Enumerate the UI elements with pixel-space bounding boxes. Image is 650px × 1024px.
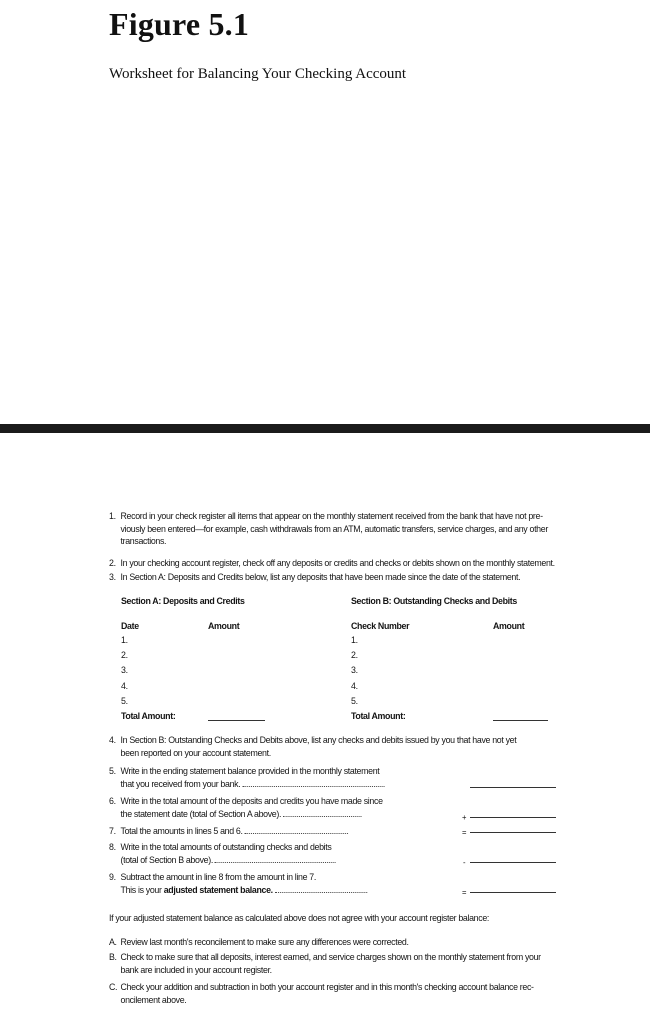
plus-sign: +	[462, 813, 467, 822]
leader-dots	[283, 808, 362, 817]
step-text: Write in the total amounts of outstanding checks and debits	[120, 842, 332, 852]
step-text	[121, 808, 455, 821]
remedy-a	[109, 936, 560, 949]
section-b-row[interactable]: 1.	[351, 635, 358, 645]
section-a-amount-header: Amount	[208, 621, 240, 631]
adjusted-balance-emphasis: adjusted statement balance.	[163, 884, 273, 895]
remedy-text: Review last month's reconcilement to make sure any differences were corrected.	[120, 937, 409, 947]
section-a-total-blank[interactable]	[208, 720, 265, 721]
step-6	[109, 795, 455, 820]
instruction-number: 2.	[109, 558, 116, 568]
section-b-amount-header: Amount	[493, 621, 525, 631]
step-number: 4.	[109, 735, 116, 745]
step-4	[109, 734, 541, 759]
section-a-row[interactable]: 3.	[121, 665, 128, 675]
step-text	[121, 884, 455, 897]
step-number: 8.	[109, 842, 116, 852]
section-b-row[interactable]: 5.	[351, 696, 358, 706]
remedy-text: Check your addition and subtraction in both your account register and in this month's checking account balance rec- oncilement above.	[120, 982, 534, 1005]
instruction-2	[109, 557, 560, 570]
remedy-c	[109, 981, 546, 1006]
section-a-row[interactable]: 2.	[121, 650, 128, 660]
section-b-title: Section B: Outstanding Checks and Debits	[351, 596, 517, 606]
leader-dots	[245, 825, 349, 834]
step-number: 7.	[109, 826, 116, 836]
step-7	[109, 825, 455, 838]
step-8-blank[interactable]	[470, 862, 556, 863]
remedy-b	[109, 951, 546, 976]
leader-dots	[242, 778, 384, 787]
section-b-total-label: Total Amount:	[351, 711, 406, 721]
step-9-blank[interactable]	[470, 892, 556, 893]
section-a-row[interactable]: 4.	[121, 681, 128, 691]
section-b-check-header: Check Number	[351, 621, 410, 631]
instruction-text: Record in your check register all items that appear on the monthly statement received from the bank that have not pre- viously been entered—for example, cash withdrawals from an ATM, automatic transfers, service charges, and any other transactions.	[120, 511, 548, 546]
remedy-letter: A.	[109, 937, 117, 947]
section-a-row[interactable]: 1.	[121, 635, 128, 645]
step-6-blank[interactable]	[470, 817, 556, 818]
section-a-date-header: Date	[121, 621, 139, 631]
section-a-title: Section A: Deposits and Credits	[121, 596, 245, 606]
section-a-total-label: Total Amount:	[121, 711, 176, 721]
section-a-row[interactable]: 5.	[121, 696, 128, 706]
step-text: been reported on your account statement.	[120, 747, 271, 758]
minus-sign: -	[463, 858, 466, 867]
instruction-number: 3.	[109, 572, 116, 582]
remedy-letter: B.	[109, 952, 117, 962]
step-text-part: This is your	[120, 884, 162, 895]
instruction-3	[109, 571, 560, 584]
section-b-total-blank[interactable]	[493, 720, 548, 721]
step-text-part: that you received from your bank.	[120, 778, 241, 789]
equals-sign: =	[462, 888, 467, 897]
instruction-number: 1.	[109, 511, 116, 521]
equals-sign: =	[462, 828, 467, 837]
instruction-1	[109, 510, 560, 548]
step-number: 6.	[109, 796, 116, 806]
section-b-row[interactable]: 4.	[351, 681, 358, 691]
instruction-text: In your checking account register, check off any deposits or credits and checks or debits shown on the monthly statement.	[120, 558, 555, 568]
remedy-letter: C.	[109, 982, 118, 992]
step-text-part: (total of Section B above).	[120, 854, 213, 865]
step-text	[121, 825, 455, 838]
mismatch-intro: If your adjusted statement balance as calculated above does not agree with your account register balance:	[109, 913, 490, 923]
page-divider	[0, 424, 650, 433]
step-text-part: Total the amounts in lines 5 and 6.	[120, 826, 243, 836]
step-9	[109, 871, 455, 896]
leader-dots	[215, 854, 336, 863]
section-b-row[interactable]: 2.	[351, 650, 358, 660]
step-number: 9.	[109, 872, 116, 882]
step-8	[109, 841, 455, 866]
step-text-part: the statement date (total of Section A above).	[120, 808, 282, 819]
step-5-blank[interactable]	[470, 787, 556, 788]
step-text: Write in the total amount of the deposits and credits you have made since	[120, 796, 383, 806]
step-number: 5.	[109, 766, 116, 776]
figure-title: Figure 5.1	[109, 6, 250, 42]
remedy-text: Check to make sure that all deposits, interest earned, and service charges shown on the monthly statement from your bank are included in your account register.	[120, 952, 541, 975]
step-text	[121, 854, 455, 867]
step-text: In Section B: Outstanding Checks and Debits above, list any checks and debits issued by you that have not yet	[120, 735, 517, 745]
instruction-text: In Section A: Deposits and Credits below, list any deposits that have been made since the date of the statement.	[120, 572, 521, 582]
section-b-row[interactable]: 3.	[351, 665, 358, 675]
step-7-blank[interactable]	[470, 832, 556, 833]
step-5	[109, 765, 455, 790]
step-text: Write in the ending statement balance provided in the monthly statement	[120, 766, 380, 776]
leader-dots	[275, 884, 367, 893]
step-text: Subtract the amount in line 8 from the amount in line 7.	[120, 872, 316, 882]
step-text	[121, 778, 455, 791]
worksheet-subtitle: Worksheet for Balancing Your Checking Account	[109, 66, 407, 82]
